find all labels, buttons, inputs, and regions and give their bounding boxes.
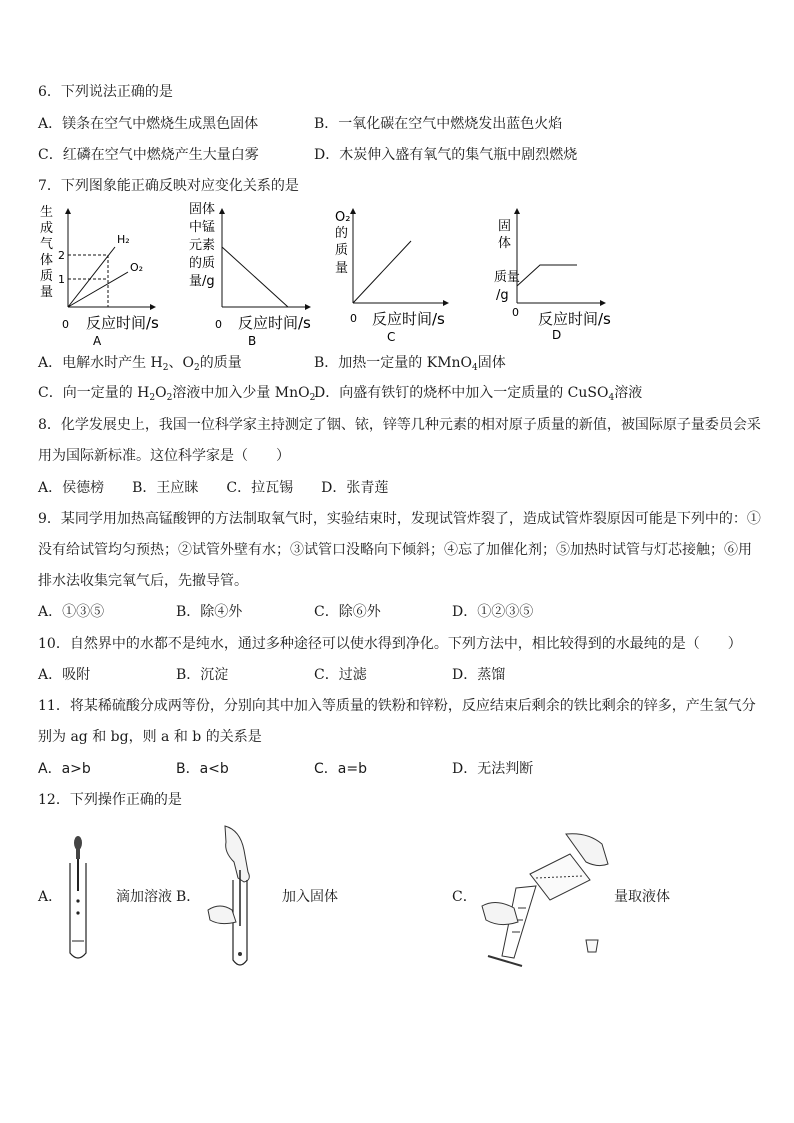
q7-option-a[interactable]: A．电解水时产生 $H_2$、$O_2$的质量	[38, 355, 242, 373]
q12-option-c-letter[interactable]: C．	[452, 889, 477, 905]
graph-b-ylabel-4: 的质	[189, 256, 216, 271]
q9-line-2: 没有给试管均匀预热；②试管外壁有水；③试管口没略向下倾斜；④忘了加催化剂；⑤加热时试管与灯芯接触；⑥用	[38, 542, 752, 558]
q8-options[interactable]: A．侯德榜 B．王应睐 C．拉瓦锡 D．张青莲	[38, 480, 389, 496]
q7-stem: 7．下列图象能正确反映对应变化关系的是	[38, 178, 299, 194]
graph-d-ylabel-1: 固	[498, 219, 512, 234]
q7-option-b[interactable]: B．加热一定量的 KMnO$_4$固体	[314, 355, 506, 373]
graph-d-ylabel-3: 质量	[494, 270, 521, 285]
graph-d	[494, 209, 611, 342]
q11-line-2: 别为 ag 和 bg，则 a 和 b 的关系是	[38, 729, 262, 745]
graph-a-letter: A	[93, 334, 102, 348]
q10-option-d[interactable]: D．蒸馏	[452, 667, 506, 683]
graph-b-origin: 0	[215, 318, 222, 331]
graph-c-letter: C	[387, 330, 396, 344]
q11-option-d[interactable]: D．无法判断	[452, 761, 534, 777]
q9-option-d[interactable]: D．①②③⑤	[452, 604, 534, 620]
graph-d-letter: D	[552, 328, 562, 342]
graph-b-ylabel-2: 中锰	[189, 220, 216, 235]
measure-liquid-illustration	[478, 828, 614, 970]
graph-a-ylabel-5: 质	[40, 269, 54, 284]
q12-option-b-label: 加入固体	[282, 889, 338, 905]
q10-option-c[interactable]: C．过滤	[314, 667, 367, 683]
graph-a-ylabel-4: 体	[40, 253, 54, 268]
graph-d-origin: 0	[512, 306, 519, 319]
graph-b-ylabel-5: 量/g	[189, 274, 215, 289]
q12-stem: 12．下列操作正确的是	[38, 792, 182, 808]
graph-d-ylabel-2: 体	[498, 236, 512, 251]
graph-c-origin: 0	[350, 312, 357, 325]
graph-b-xlabel: 反应时间/s	[238, 314, 311, 332]
graph-a-ylabel-1: 生	[40, 205, 54, 220]
graph-a-tick-1: 1	[58, 273, 65, 286]
q6-option-a[interactable]: A．镁条在空气中燃烧生成黑色固体	[38, 116, 259, 132]
q10-option-a[interactable]: A．吸附	[38, 667, 91, 683]
graph-c-ylabel-2: 的	[335, 226, 349, 241]
q9-line-1: 9．某同学用加热高锰酸钾的方法制取氧气时，实验结束时，发现试管炸裂了，造成试管炸裂原因可能是下列中的：①	[38, 511, 761, 527]
q12-option-a-label: 滴加溶液	[116, 889, 172, 905]
graph-a-origin: 0	[62, 318, 69, 331]
graph-b	[189, 201, 311, 348]
graph-a-label-o2: O₂	[130, 261, 144, 274]
q11-line-1: 11．将某稀硫酸分成两等份，分别向其中加入等质量的铁粉和锌粉，反应结束后剩余的铁比剩余的锌多，产生氢气分	[38, 698, 756, 714]
q6-option-d[interactable]: D．木炭伸入盛有氧气的集气瓶中剧烈燃烧	[314, 147, 578, 163]
graph-a-tick-2: 2	[58, 249, 65, 262]
graph-a-ylabel-3: 气	[40, 237, 54, 252]
q12-option-a-letter[interactable]: A．	[38, 889, 63, 905]
q9-option-c[interactable]: C．除⑥外	[314, 604, 381, 620]
graph-c-ylabel-4: 量	[335, 261, 349, 276]
q6-option-c[interactable]: C．红磷在空气中燃烧产生大量白雾	[38, 147, 259, 163]
graph-b-letter: B	[248, 334, 257, 348]
q11-option-c[interactable]: C．a=b	[314, 761, 367, 777]
graph-b-ylabel-1: 固体	[189, 202, 216, 217]
q8-line-2: 用为国际新标准。这位科学家是（ ）	[38, 448, 290, 464]
graph-a-ylabel-2: 成	[40, 221, 54, 236]
q9-line-3: 排水法收集完氧气后，先撤导管。	[38, 573, 248, 589]
graph-c-xlabel: 反应时间/s	[372, 310, 445, 328]
solid-addition-illustration	[200, 822, 275, 970]
q11-option-a[interactable]: A．a>b	[38, 761, 91, 777]
graph-d-xlabel: 反应时间/s	[538, 310, 611, 328]
graph-c	[335, 209, 448, 344]
q12-option-c-label: 量取液体	[614, 889, 670, 905]
q7-graphs	[0, 195, 794, 350]
dropper-tube-illustration	[64, 833, 94, 963]
q10-stem: 10．自然界中的水都不是纯水，通过多种途径可以使水得到净化。下列方法中，相比较得到的水最纯的是（ ）	[38, 636, 742, 652]
graph-a	[40, 204, 159, 348]
q6-option-b[interactable]: B．一氧化碳在空气中燃烧发出蓝色火焰	[314, 116, 563, 132]
graph-c-ylabel-3: 质	[335, 243, 349, 258]
q8-line-1: 8．化学发展史上，我国一位科学家主持测定了铟、铱，锌等几种元素的相对原子质量的新值，被国际原子量委员会采	[38, 417, 761, 433]
graph-a-ylabel-6: 量	[40, 285, 54, 300]
q7-option-c[interactable]: C．向一定量的 $H_2O_2$溶液中加入少量 MnO$_2$	[38, 385, 316, 403]
graph-b-ylabel-3: 元素	[189, 238, 216, 253]
graph-d-ylabel-4: /g	[496, 288, 509, 303]
graph-c-ylabel-1: O₂	[335, 210, 351, 225]
q12-option-b-letter[interactable]: B．	[176, 889, 201, 905]
q9-option-b[interactable]: B．除④外	[176, 604, 243, 620]
q7-option-d[interactable]: D．向盛有铁钉的烧杯中加入一定质量的 CuSO$_4$溶液	[314, 385, 643, 403]
q10-option-b[interactable]: B．沉淀	[176, 667, 229, 683]
q6-stem: 6．下列说法正确的是	[38, 84, 173, 100]
q11-option-b[interactable]: B．a<b	[176, 761, 229, 777]
graph-a-label-h2: H₂	[117, 233, 130, 246]
q9-option-a[interactable]: A．①③⑤	[38, 604, 105, 620]
graph-a-xlabel: 反应时间/s	[86, 314, 159, 332]
